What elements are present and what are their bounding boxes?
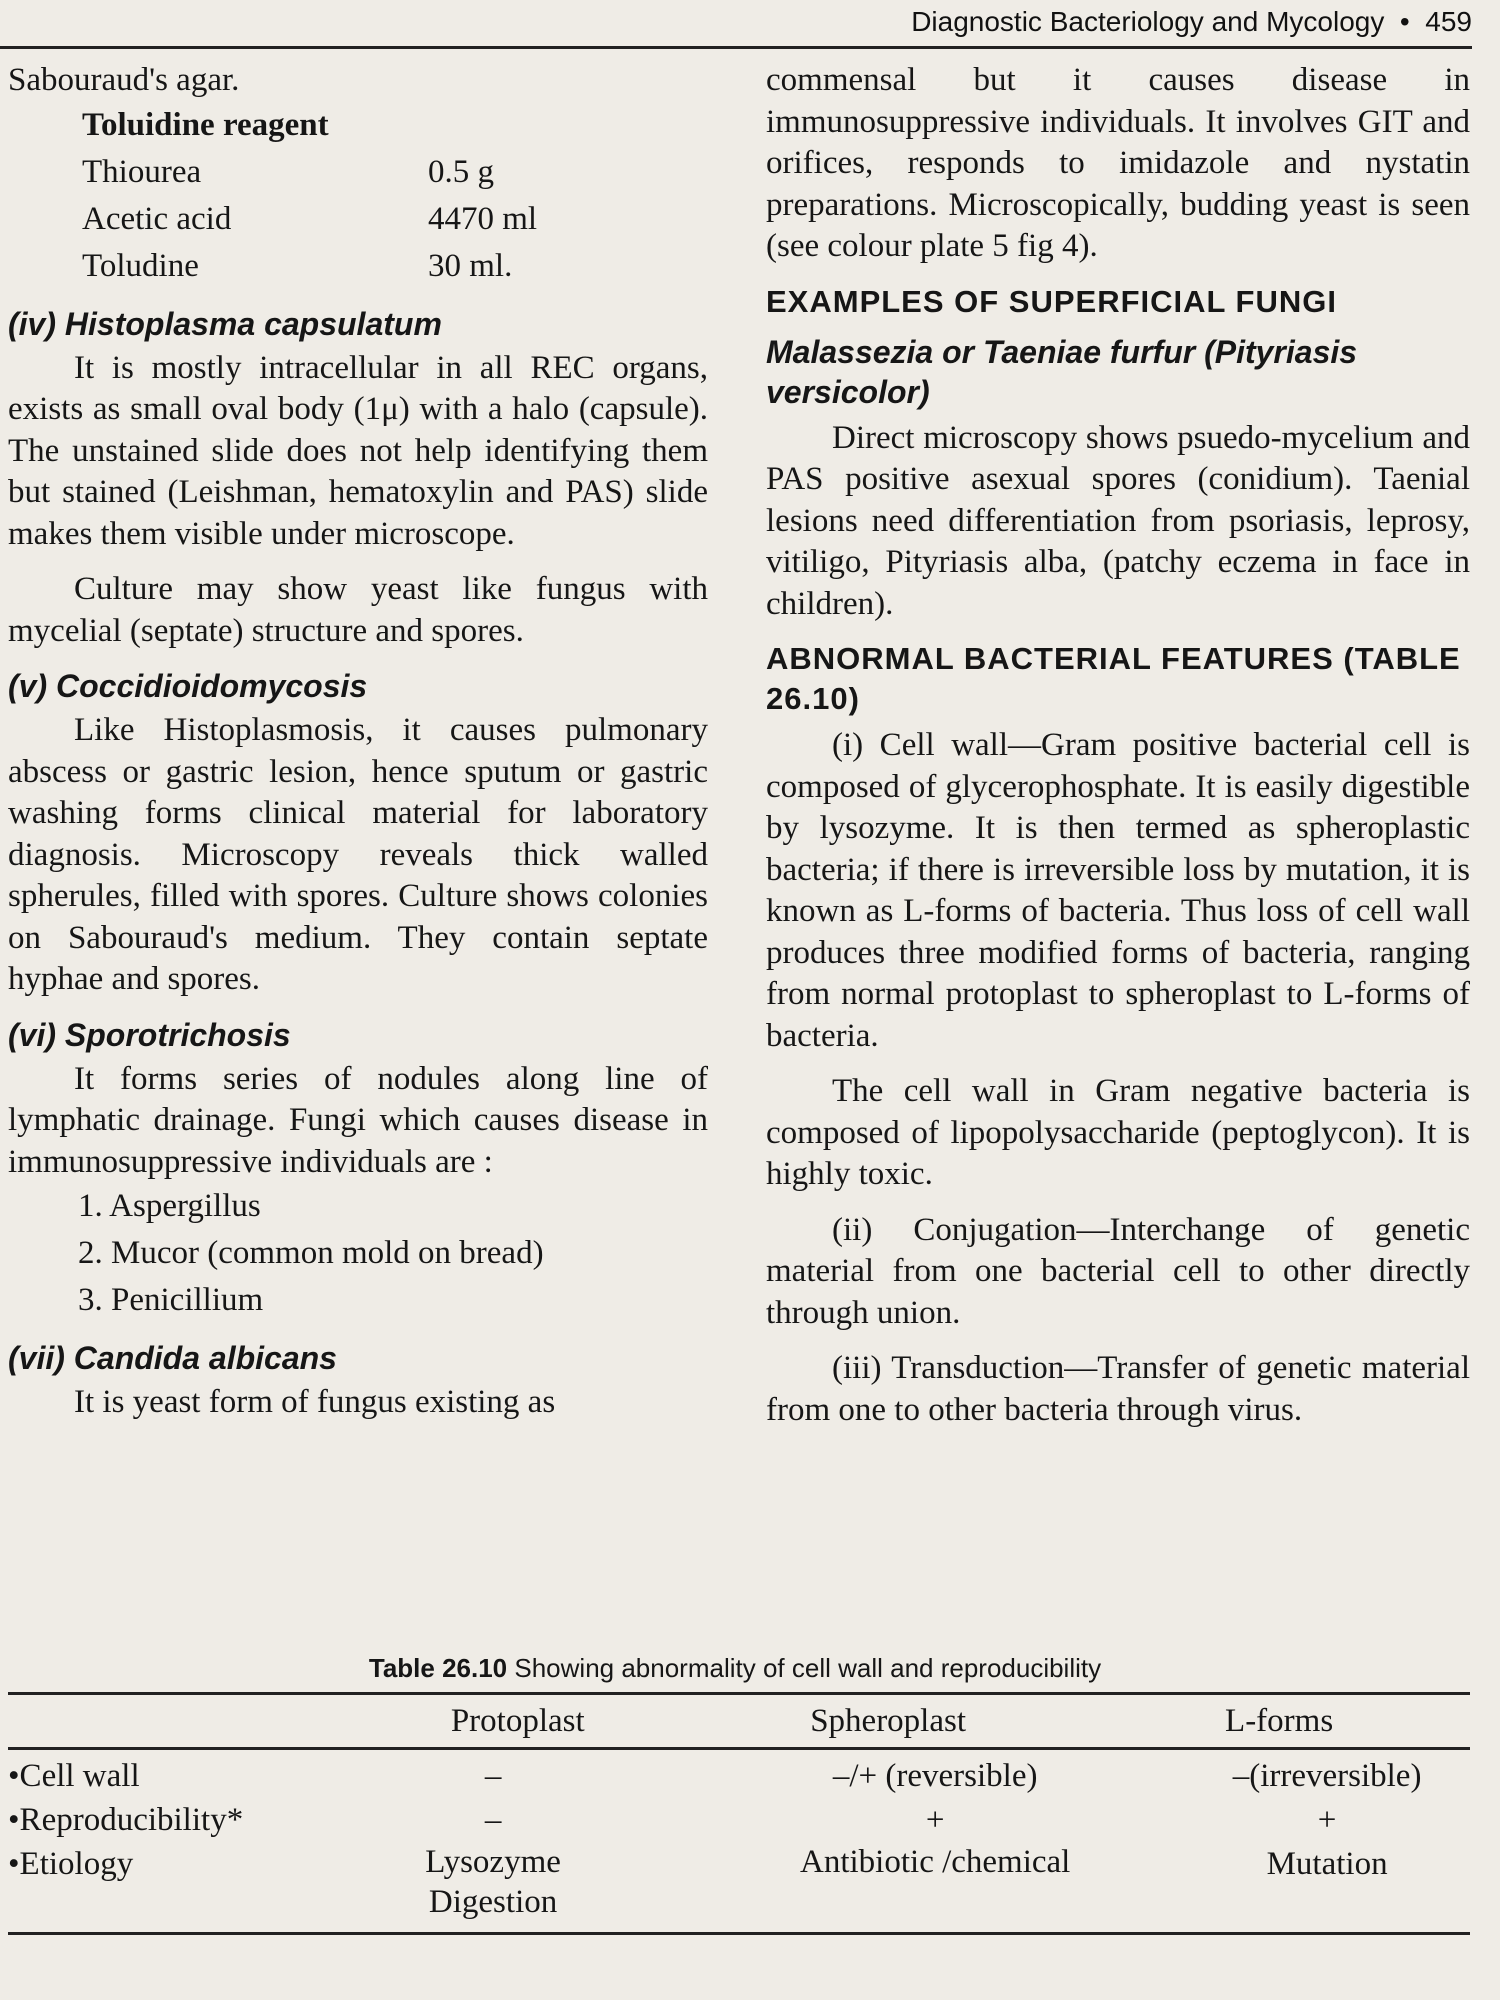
table-cell: – [484, 1758, 502, 1794]
page-header [0, 0, 1500, 52]
intro-line: Sabouraud's agar. [8, 62, 240, 98]
coccidioidomycosis-paragraph: Like Histoplasmosis, it causes pulmonary abscess or gastric lesion, hence sputum or gastric washing forms clinical material for laboratory diagnosis. Microscopy reveals thick walled spherules, filled with spores. Culture shows colonies on Sabouraud's medium. They contain septate hyphae and spores. [8, 712, 708, 997]
coccidioidomycosis-heading: (v) Coccidioidomycosis [8, 668, 368, 704]
table-row-label: •Etiology [8, 1846, 134, 1882]
table-header-blank [8, 1695, 348, 1747]
reagent-amount: 30 ml. [428, 247, 513, 284]
table-cell: – [484, 1802, 502, 1838]
list-item: 2. Mucor (common mold on bread) [78, 1235, 544, 1271]
table-cell: –/+ (reversible) [832, 1758, 1038, 1794]
transduction-paragraph: (iii) Transduction—Transfer of genetic material from one to other bacteria through virus. [766, 1350, 1470, 1428]
table-header-protoplast: Protoplast [450, 1702, 585, 1739]
reagent-row [8, 196, 708, 243]
histoplasma-culture-paragraph: Culture may show yeast like fungus with mycelial (septate) structure and spores. [8, 571, 708, 649]
reagent-row [8, 149, 708, 196]
running-title [911, 6, 1472, 38]
table-caption-label: Table 26.10 [368, 1653, 508, 1683]
sporotrichosis-heading: (vi) Sporotrichosis [8, 1016, 291, 1053]
table-cell: –(irreversible) [1232, 1758, 1422, 1794]
bullet-separator: • [1392, 6, 1418, 37]
table-cell: Antibiotic /chemical [800, 1844, 1071, 1880]
abnormality-table-body [8, 1754, 1470, 1922]
table-header-spheroplast: Spheroplast [810, 1702, 967, 1739]
list-item: 3. Penicillium [78, 1282, 264, 1318]
table-header-lforms: L-forms [1225, 1702, 1334, 1739]
superficial-fungi-heading: EXAMPLES OF SUPERFICIAL FUNGI [766, 283, 1337, 319]
malassezia-paragraph: Direct microscopy shows psuedo-mycelium and PAS positive asexual spores (conidium). Taenial lesions need differentiation from psoriasis, leprosy, vitiligo, Pityriasis alba, (patchy eczema in face in children). [766, 419, 1470, 622]
table-cell: Mutation [1266, 1846, 1388, 1882]
abnormal-features-heading: ABNORMAL BACTERIAL FEATURES (TABLE 26.10) [766, 641, 1461, 716]
header-rule [0, 46, 1472, 49]
candida-paragraph: It is yeast form of fungus existing as [74, 1384, 556, 1420]
table-row-label: •Reproducibility* [8, 1802, 244, 1838]
table-row-label: •Cell wall [8, 1758, 140, 1794]
table-header-rule [8, 1747, 1470, 1750]
reagent-title: Toluidine reagent [82, 106, 329, 143]
reagent-name: Acetic acid [82, 200, 232, 237]
header-title-text: Diagnostic Bacteriology and Mycology [911, 6, 1385, 37]
sporotrichosis-paragraph: It forms series of nodules along line of lymphatic drainage. Fungi which causes disease in immunosuppressive individuals are : [8, 1060, 708, 1180]
gram-negative-paragraph: The cell wall in Gram negative bacteria is composed of lipopolysaccharide (peptoglycon). It is highly toxic. [766, 1073, 1470, 1192]
reagent-name: Toludine [82, 247, 199, 284]
reagent-amount: 0.5 g [428, 153, 494, 190]
table-caption [0, 1650, 1470, 1686]
candida-continued-paragraph: commensal but it causes disease in immunosuppressive individuals. It involves GIT and orifices, responds to imidazole and nystatin preparations. Microscopically, budding yeast is seen (see colour plate 5 fig 4). [766, 62, 1470, 264]
conjugation-paragraph: (ii) Conjugation—Interchange of genetic material from one bacterial cell to other directly through union. [766, 1211, 1470, 1331]
table-26-10 [0, 1650, 1470, 1935]
abnormality-table [8, 1695, 1470, 1747]
reagent-name: Thiourea [82, 153, 202, 190]
reagent-row [8, 243, 708, 290]
cell-wall-paragraph: (i) Cell wall—Gram positive bacterial cell is composed of glycerophosphate. It is easily digestible by lysozyme. It is then termed as spheroplastic bacteria; if there is irreversible loss by mutation, it is known as L-forms of bacteria. Thus loss of cell wall produces three modified forms of bacteria, ranging from normal protoplast to spheroplast to L-forms of bacteria. [766, 727, 1470, 1054]
candida-heading: (vii) Candida albicans [8, 1340, 337, 1376]
table-caption-text: Showing abnormality of cell wall and reproducibility [514, 1653, 1102, 1683]
table-row [8, 1798, 1470, 1842]
malassezia-heading: Malassezia or Taeniae furfur (Pityriasis versicolor) [766, 333, 1358, 410]
reagent-amount: 4470 ml [428, 200, 538, 237]
list-item: 1. Aspergillus [78, 1188, 261, 1224]
table-row [8, 1754, 1470, 1798]
right-column [766, 60, 1470, 1431]
left-column [8, 60, 708, 1424]
page-number: 459 [1425, 6, 1472, 37]
histoplasma-heading: (iv) Histoplasma capsulatum [8, 305, 442, 342]
histoplasma-paragraph: It is mostly intracellular in all REC organs, exists as small oval body (1μ) with a halo (capsule). The unstained slide does not help identifying them but stained (Leishman, hematoxylin and PAS) slide makes them visible under microscope. [8, 349, 708, 552]
table-header-row [8, 1695, 1470, 1747]
table-row [8, 1842, 1470, 1922]
table-bottom-rule [8, 1932, 1470, 1935]
table-cell: + [1317, 1802, 1337, 1838]
table-cell: Lysozyme Digestion [425, 1844, 561, 1920]
table-cell: + [925, 1802, 945, 1838]
